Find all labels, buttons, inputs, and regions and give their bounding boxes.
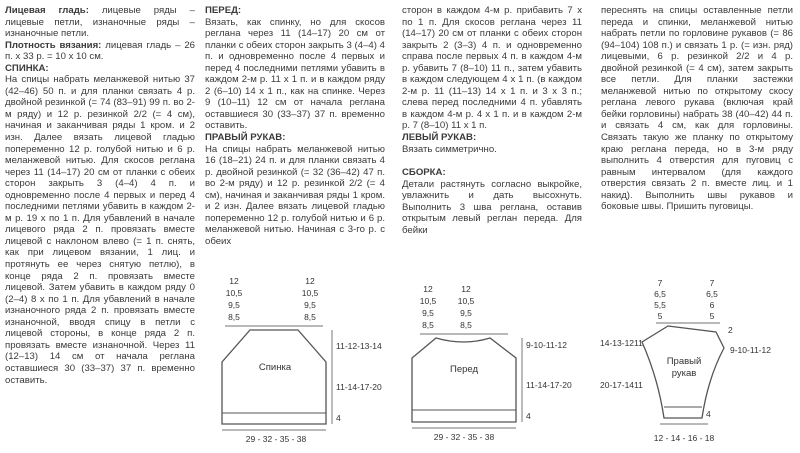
- sleeve-width: 12 - 14 - 16 - 18: [653, 433, 715, 443]
- front-raglan-height: 9-10-11-12: [526, 340, 567, 350]
- back-top-dim-2: 10,5: [225, 288, 243, 298]
- sleeve-right-dim-4: 5: [709, 311, 715, 321]
- sleeve-right-dim-3: 6: [709, 300, 715, 310]
- gauge-label: Лицевая гладь:: [5, 5, 89, 16]
- front-top-dim-7: 9,5: [460, 308, 472, 318]
- sleeve-continued-text: сторон в каждом 4-м р. прибавить 7 х по 1 п. Для скосов реглана через 11 (14–17) 20 см от планки с обеих сторон закрыть 2 (3–3) 4 п. и одновременно справа после первых 4 п. в каждом 4-м р. убавить 7 (8–10) 11 п., затем убавить в каждом следующем 4 х 1 п. (в каждом 2-м р. 11 (11–13) 14 х 1 п. и 3 х 3 п.; слева перед последними 4 п. убавлять в каждом 4-м р. 4 х 1 п. и в каждом 2-м р. 7 (8–10) 11 х 1 п.: [402, 5, 582, 132]
- back-top-dim-1: 12: [229, 276, 239, 286]
- front-outline: [412, 338, 516, 422]
- sleeve-label-line1: Правый: [666, 356, 702, 367]
- back-top-dim-7: 9,5: [304, 300, 316, 310]
- sleeve-pattern-diagram: [598, 278, 798, 450]
- front-title: ПЕРЕД:: [205, 5, 242, 16]
- front-width: 29 - 32 - 35 - 38: [433, 432, 495, 442]
- back-band-height: 4: [336, 413, 341, 423]
- sleeve-right-dim-1: 7: [709, 278, 715, 288]
- sleeve-left-dim-4: 5: [657, 311, 663, 321]
- sleeve-label-line2: рукав: [671, 368, 697, 379]
- density-paragraph: [5, 40, 195, 63]
- column-1: [5, 5, 195, 386]
- back-top-dim-5: 12: [305, 276, 315, 286]
- gauge-text: лицевые ряды – лицевые петли, изнаночные ряды – изнаночные петли.: [5, 5, 195, 40]
- assembly-title: СБОРКА:: [402, 167, 446, 179]
- front-band-height: 4: [526, 411, 531, 421]
- assembly-text: Детали растянуть согласно выкройке, увлажнить и дать высохнуть. Выполнить 3 шва реглана, оставив открытым левый реглан переда. Для бейки: [402, 178, 582, 236]
- sleeve-left-dim-1: 7: [657, 278, 663, 288]
- front-top-dim-6: 10,5: [457, 296, 475, 306]
- back-top-dim-3: 9,5: [228, 300, 240, 310]
- sleeve-title: ПРАВЫЙ РУКАВ:: [205, 132, 286, 144]
- sleeve-left-dim-3: 5,5: [654, 300, 666, 310]
- column-3: [402, 5, 582, 236]
- back-width: 29 - 32 - 35 - 38: [245, 434, 307, 444]
- front-pattern-diagram: [398, 280, 598, 450]
- sleeve-left-dim-2: 6,5: [654, 289, 666, 299]
- sleeve-text: На спицы набрать меланжевой нитью 16 (18–21) 24 п. и для планки связать 4 р. двойной резинкой (= 32 (36–42) 47 п. во 2-м ряду) и 12 р. резинкой 2/2 (= 4 см), начиная и заканчивая ряды 1 кром. и 2 изн. Далее вязать лицевой гладью попеременно 12 р. голубой нитью и 6 р. меланжевой нитью. Начиная с 3-го р. с обеих: [205, 143, 385, 247]
- back-top-dim-4: 8,5: [228, 312, 240, 322]
- column-4: [601, 5, 793, 213]
- front-top-dim-4: 8,5: [422, 320, 434, 330]
- sleeve-side-height: 20-17-1411: [600, 380, 643, 390]
- column-2: [205, 5, 385, 247]
- front-side-height: 11-14-17-20: [526, 380, 572, 390]
- back-outline: [222, 330, 326, 424]
- back-pattern-diagram: [200, 272, 395, 450]
- finishing-text: переснять на спицы оставленные петли переда и спинки, меланжевой нитью набрать петли по горловине рукавов (= 86 (94–104) 108 п.) и связать 1 р. (= изн. ряд) лицевыми, 6 р. резинкой 2/2 и 4 р. двойной резинкой (= 4 см), затем закрыть все петли. Для планки застежки меланжевой нитью по открытому скосу реглана левого рукава (включая край бейки горловины) набрать 38 (40–42) 44 п. и связать 4 см, как для горловины. Связать такую же планку по открытому краю реглана переда, но в 3-м ряду выполнить 4 отверстия для пуговиц с равным интервалом (для каждого отверстия связать 2 п. вместе лиц. и 1 накид). Выполнить швы рукавов и боковые швы. Пришить пуговицы.: [601, 5, 793, 213]
- back-title: СПИНКА:: [5, 62, 49, 74]
- front-top-dim-5: 12: [461, 284, 471, 294]
- front-top-dim-1: 12: [423, 284, 433, 294]
- density-label: Плотность вязания:: [5, 39, 102, 51]
- back-top-dim-6: 10,5: [301, 288, 319, 298]
- back-raglan-height: 11-12-13-14: [336, 341, 382, 351]
- front-top-dim-3: 9,5: [422, 308, 434, 318]
- front-text: Вязать, как спинку, но для скосов реглана через 11 (14–17) 20 см от планки с обеих сторон закрыть 3 (4–4) 4 п. и одновременно после 4 первых и перед 4 последними петлями убавить в каждом 2-м р. 11 х 1 п. и в каждом ряду 2 (6–10) 14 х 1 п., как на спинке. Через 9 (10–11) 12 см от начала реглана оставшиеся 30 (33–37) 37 п. временно оставить.: [205, 16, 385, 132]
- back-label: Спинка: [258, 362, 292, 373]
- left-sleeve-title: ЛЕВЫЙ РУКАВ:: [402, 132, 477, 144]
- left-sleeve-text: Вязать симметрично.: [402, 143, 497, 155]
- sleeve-right-dim-2: 6,5: [706, 289, 718, 299]
- sleeve-band-height: 4: [706, 409, 711, 419]
- back-top-dim-8: 8,5: [304, 312, 316, 322]
- front-label: Перед: [449, 364, 479, 375]
- density-text: лицевая гладь – 26 п. х 33 р. = 10 х 10 см.: [5, 39, 195, 63]
- front-top-dim-2: 10,5: [419, 296, 437, 306]
- front-top-dim-8: 8,5: [460, 320, 472, 330]
- sleeve-top-offset: 2: [728, 325, 733, 335]
- back-text: На спицы набрать меланжевой нитью 37 (42–46) 50 п. и для планки связать 4 р. двойной резинкой (= 74 (83–91) 99 п. во 2-м ряду) и 12 р. резинкой 2/2 (= 4 см), начиная и заканчивая ряды 1 кром. и 2 изн. Далее вязать лицевой гладью попеременно 12 р. голубой нитью и 6 р. меланжевой нитью. Для скосов реглана через 11 (14–17) 20 см от планки с обеих сторон закрыть 3 (4–4) 4 п. и одновременно после 4 первых и перед 4 последними петлями убавить в каждом 2-м р. 19 х по 1 п. Для убавлений в начале лицевого ряда 2 п. провязать вместе лицевой с наклоном влево (= 1 п. снять, как при лицевом вязании, 1 лиц. и протянуть ее через снятую петлю), в конце ряда 2 п. провязать вместе лицевой. Затем убавить в каждом ряду 0 (2–4) 8 х по 1 п. Для убавлений в начале изнаночного ряда 2 п. провязать вместе изнаночной, вводя спицу в петли с лицевой стороны, в конце ряда 2 п. провязать вместе изнаночной. Через 11 (12–13) 14 см от начала реглана оставшиеся 30 (33–37) 37 п. временно оставить.: [5, 74, 195, 386]
- gauge-paragraph: [5, 5, 195, 40]
- back-side-height: 11-14-17-20: [336, 382, 382, 392]
- sleeve-left-raglan: 14-13-1211: [600, 338, 643, 348]
- sleeve-right-raglan: 9-10-11-12: [730, 345, 771, 355]
